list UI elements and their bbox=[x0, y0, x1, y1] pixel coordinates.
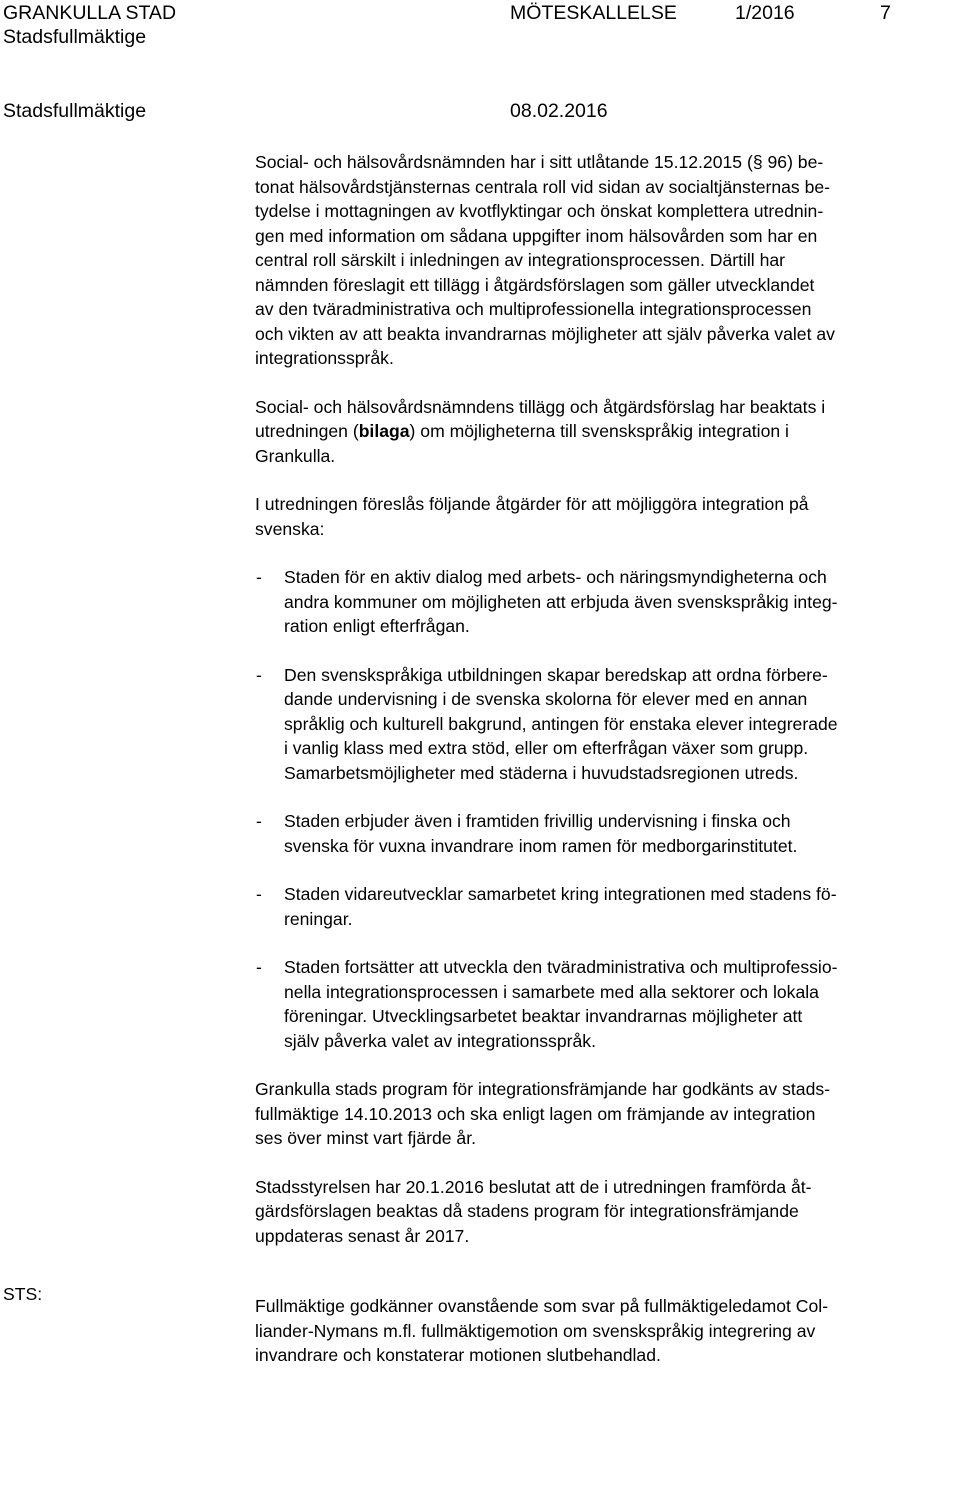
text-line: Fullmäktige godkänner ovanstående som svar på fullmäktigeledamot Col- bbox=[255, 1296, 829, 1316]
text-line: central roll särskilt i inledningen av integrationsprocessen. Därtill har bbox=[255, 250, 786, 270]
list-item bbox=[255, 955, 955, 1053]
text-line: Staden vidareutvecklar samarbetet kring integrationen med stadens fö- bbox=[284, 884, 837, 904]
organization-name: GRANKULLA STAD bbox=[3, 2, 177, 24]
paragraph-program bbox=[255, 1077, 955, 1151]
text-fragment: utredningen ( bbox=[255, 421, 359, 441]
text-line: dande undervisning i de svenska skolorna för elever med en annan bbox=[284, 689, 808, 709]
text-line: uppdateras senast år 2017. bbox=[255, 1225, 470, 1246]
document-body bbox=[255, 150, 955, 1392]
list-dash: - bbox=[256, 957, 262, 977]
paragraph-proposed-measures bbox=[255, 492, 955, 541]
text-line: Staden erbjuder även i framtiden frivillig undervisning i finska och bbox=[284, 811, 791, 831]
text-line: Staden fortsätter att utveckla den tväradministrativa och multiprofessio- bbox=[284, 957, 838, 977]
text-line: Samarbetsmöjligheter med städerna i huvudstadsregionen utreds. bbox=[284, 762, 799, 783]
paragraph-board-decision bbox=[255, 1175, 955, 1249]
text-line: gärdsförslagen beaktas då stadens program för integrationsfrämjande bbox=[255, 1201, 799, 1221]
list-dash: - bbox=[256, 664, 262, 685]
text-line: svenska: bbox=[255, 518, 325, 539]
text-fragment: ) om möjligheterna till svenskspråkig integration i bbox=[409, 421, 789, 441]
text-line: Den svenskspråkiga utbildningen skapar beredskap att ordna förbere- bbox=[284, 664, 828, 685]
attachment-reference: bilaga bbox=[358, 421, 410, 441]
list-item bbox=[255, 809, 955, 858]
text-line bbox=[255, 419, 955, 444]
text-line: integrationsspråk. bbox=[255, 348, 394, 368]
text-line: tydelse i mottagningen av kvotflyktingar och önskat komplettera utrednin- bbox=[255, 201, 824, 221]
text-line: gen med information om sådana uppgifter inom hälsovården som har en bbox=[255, 225, 818, 246]
text-line: svenska för vuxna invandrare inom ramen för medborgarinstitutet. bbox=[284, 835, 798, 856]
text-line: ration enligt efterfrågan. bbox=[284, 616, 470, 636]
text-line: nämnden föreslagit ett tillägg i åtgärdsförslagen som gäller utvecklandet bbox=[255, 274, 815, 295]
page-number: 7 bbox=[880, 2, 891, 24]
text-line: andra kommuner om möjligheten att erbjuda även svenskspråkig integ- bbox=[284, 591, 838, 612]
text-line: av den tväradministrativa och multiprofessionella integrationsprocessen bbox=[255, 299, 812, 319]
paragraph-proposal bbox=[255, 1294, 955, 1368]
text-line: Stadsstyrelsen har 20.1.2016 beslutat att de i utredningen framförda åt- bbox=[255, 1176, 812, 1197]
text-line: själv påverka valet av integrationsspråk. bbox=[284, 1030, 596, 1051]
list-dash: - bbox=[256, 567, 262, 587]
list-dash: - bbox=[256, 884, 262, 904]
body-name: Stadsfullmäktige bbox=[3, 26, 147, 48]
list-item bbox=[255, 882, 955, 931]
list-dash: - bbox=[256, 811, 262, 831]
issue-number: 1/2016 bbox=[735, 2, 795, 24]
text-line: tonat hälsovårdstjänsternas centrala roll vid sidan av socialtjänsternas be- bbox=[255, 176, 831, 197]
paragraph-additions bbox=[255, 395, 955, 469]
text-line: språklig och kulturell bakgrund, antingen för enstaka elever integrerade bbox=[284, 713, 838, 734]
list-item bbox=[255, 663, 955, 786]
text-line: liander-Nymans m.fl. fullmäktigemotion om svenskspråkig integrering av bbox=[255, 1320, 816, 1341]
text-line: fullmäktige 14.10.2013 och ska enligt lagen om främjande av integration bbox=[255, 1103, 816, 1124]
text-line: Grankulla stads program för integrationsfrämjande har godkänts av stads- bbox=[255, 1079, 831, 1099]
text-line: Staden för en aktiv dialog med arbets- och näringsmyndigheterna och bbox=[284, 567, 827, 587]
text-line: I utredningen föreslås följande åtgärder för att möjliggöra integration på bbox=[255, 494, 809, 514]
text-line: Grankulla. bbox=[255, 445, 336, 466]
text-line: Social- och hälsovårdsnämndens tillägg och åtgärdsförslag har beaktats i bbox=[255, 396, 826, 417]
text-line: reningar. bbox=[284, 908, 353, 929]
text-line: nella integrationsprocessen i samarbete med alla sektorer och lokala bbox=[284, 981, 819, 1002]
sts-label: STS: bbox=[3, 1284, 43, 1304]
text-line: och vikten av att beakta invandrarnas möjligheter att själv påverka valet av bbox=[255, 323, 835, 344]
section-body: Stadsfullmäktige bbox=[3, 100, 147, 122]
list-item bbox=[255, 565, 955, 639]
text-line: Social- och hälsovårdsnämnden har i sitt utlåtande 15.12.2015 (§ 96) be- bbox=[255, 152, 824, 172]
document-type: MÖTESKALLELSE bbox=[510, 2, 677, 24]
text-line: i vanlig klass med extra stöd, eller om efterfrågan växer som grupp. bbox=[284, 738, 809, 758]
paragraph-statement bbox=[255, 150, 955, 371]
text-line: ses över minst vart fjärde år. bbox=[255, 1128, 476, 1148]
meeting-date: 08.02.2016 bbox=[510, 100, 608, 122]
text-line: invandrare och konstaterar motionen slutbehandlad. bbox=[255, 1345, 661, 1365]
text-line: föreningar. Utvecklingsarbetet beaktar invandrarnas möjligheter att bbox=[284, 1006, 803, 1026]
